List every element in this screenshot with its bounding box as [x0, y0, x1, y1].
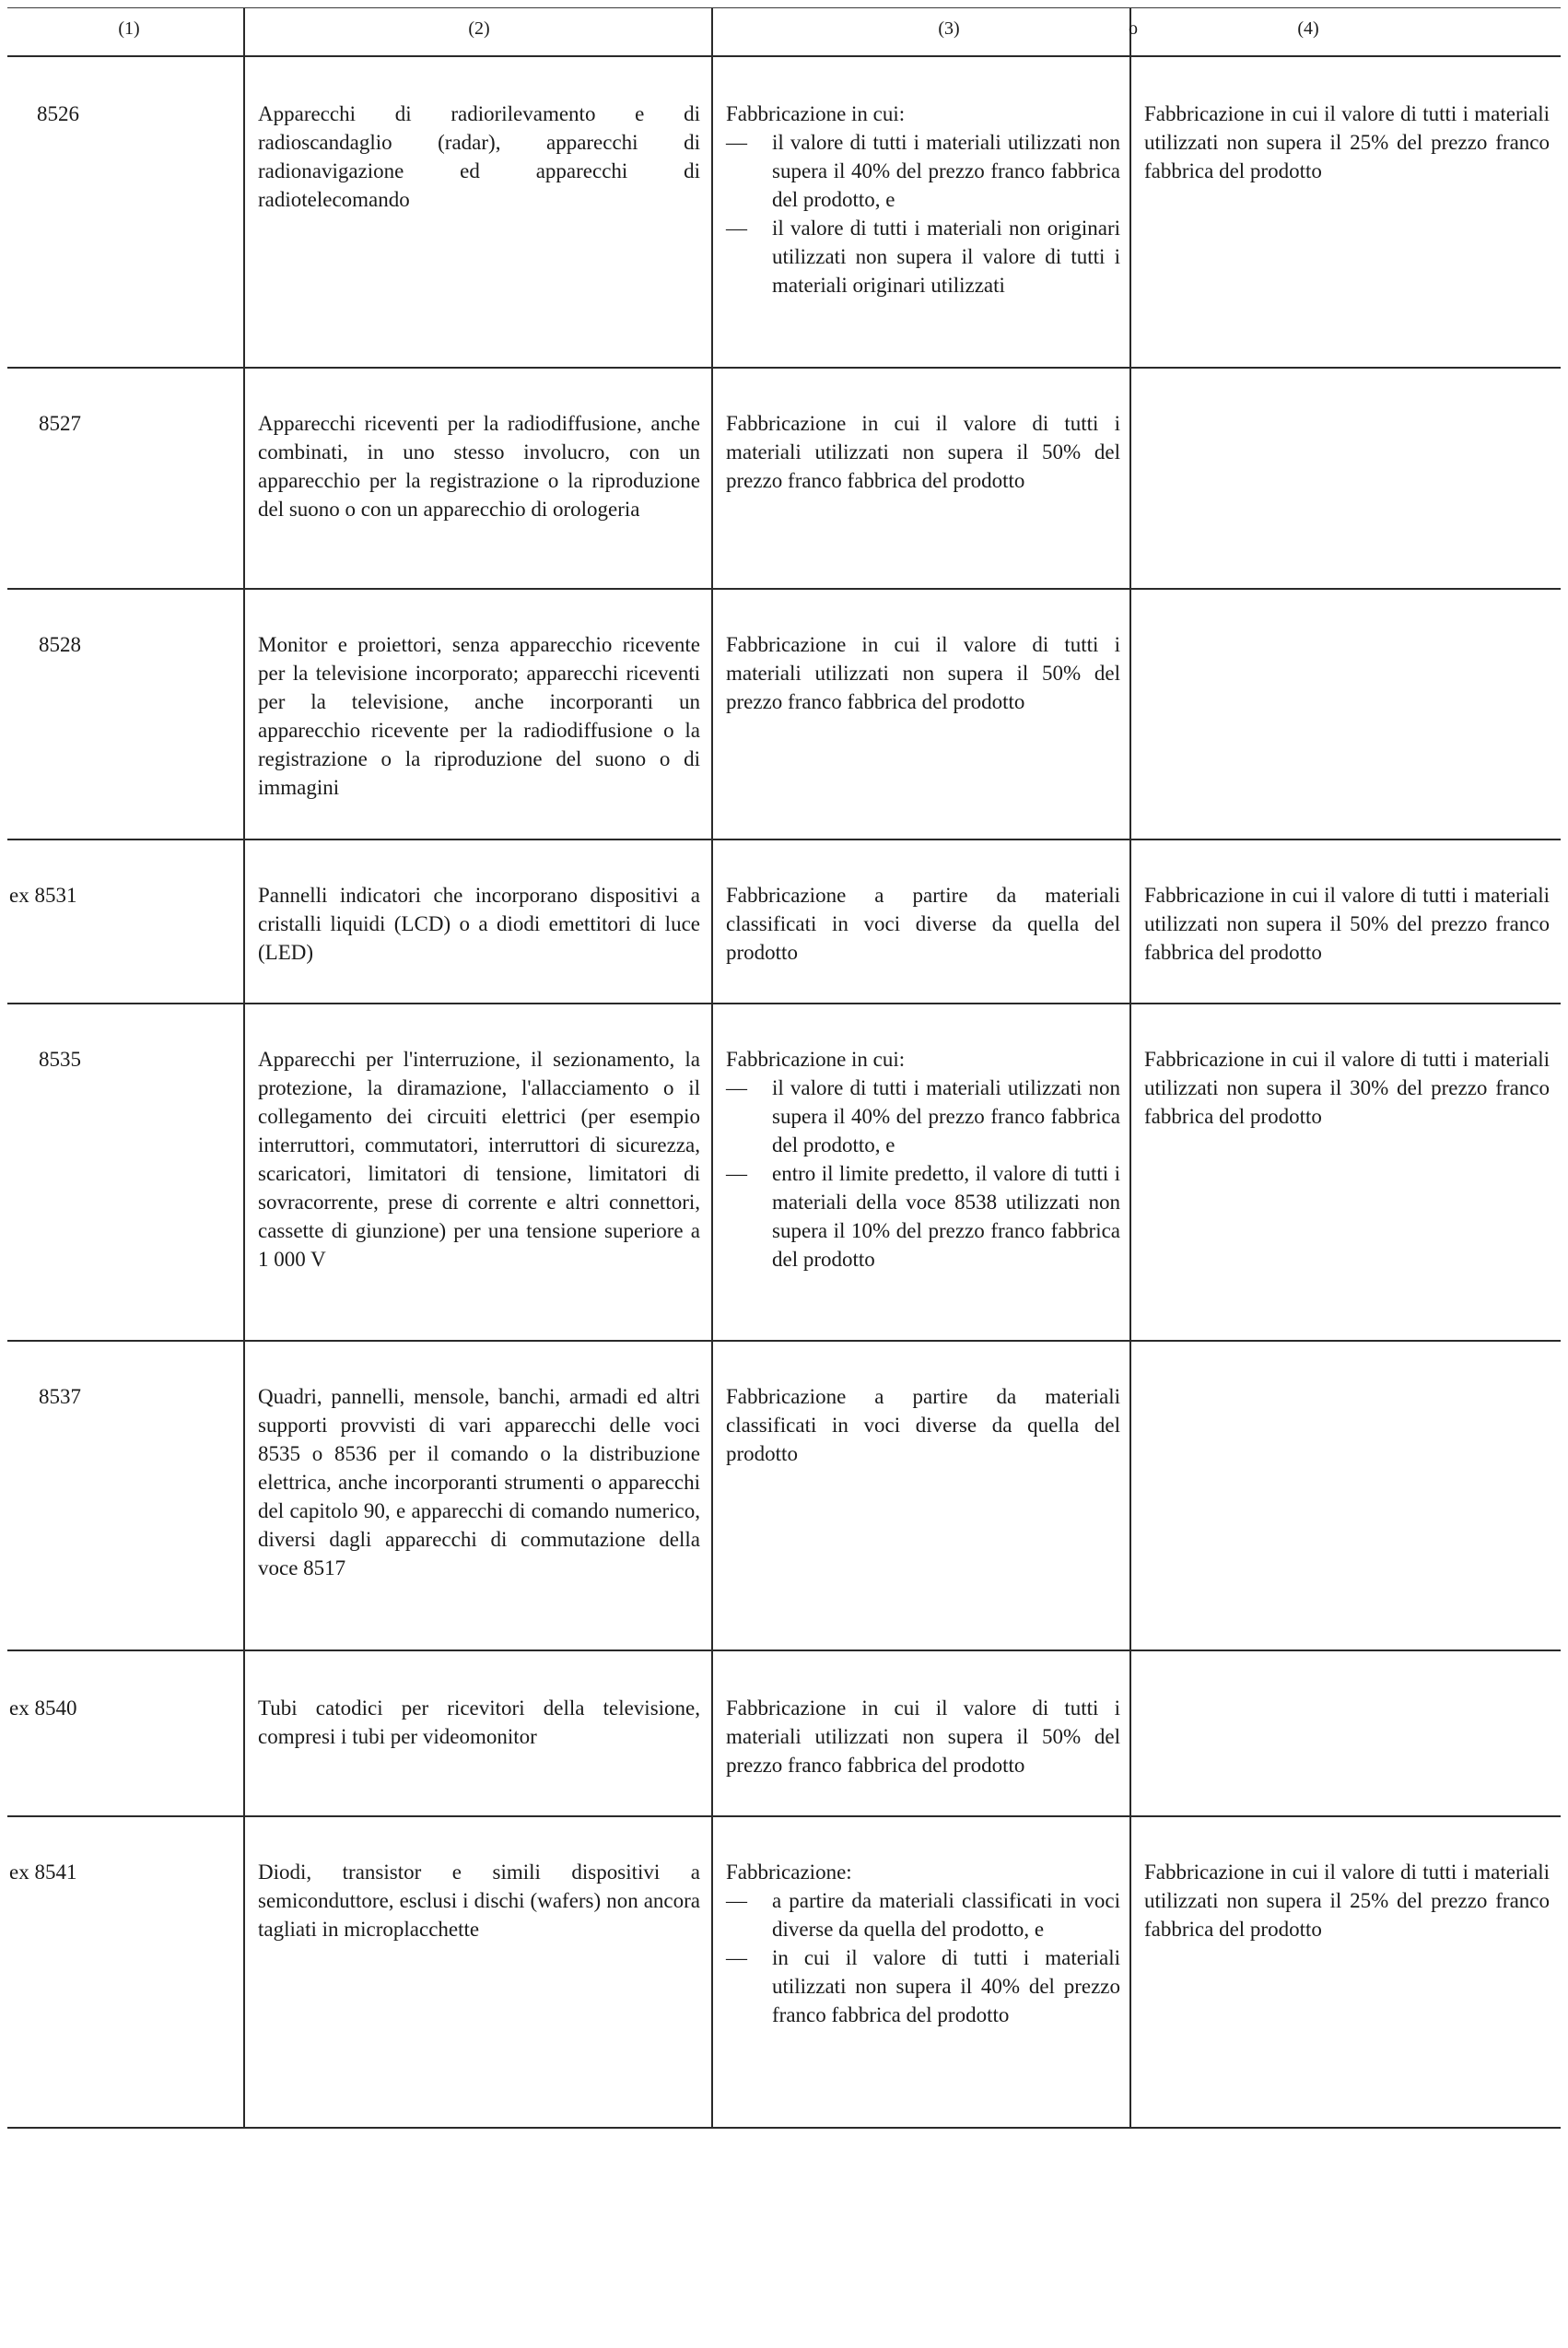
row-separator [7, 1815, 1561, 1817]
row-rule-col4: Fabbricazione in cui il valore di tutti i materiali utilizzati non supera il 25% del prezzo franco fabbrica del prodotto [1144, 102, 1550, 182]
row-rule-col3 [726, 1045, 1120, 1274]
rule-item: — il valore di tutti i materiali utilizzati non supera il 40% del prezzo franco fabbrica del prodotto, e [726, 128, 1120, 214]
rule-intro: Fabbricazione: [726, 1861, 852, 1884]
row-description: Apparecchi di radiorilevamento e di radioscandaglio (radar), apparecchi di radionavigazione ed apparecchi di radiotelecomando [258, 102, 700, 211]
rule-intro: Fabbricazione a partire da materiali classificati in voci diverse da quella del prodotto [726, 884, 1120, 964]
row-rule-col3 [726, 409, 1120, 495]
row-description: Quadri, pannelli, mensole, banchi, armadi ed altri supporti provvisti di vari apparecchi delle voci 8535 o 8536 per il comando o la distribuzione elettrica, anche incorporanti strumenti o apparecchi del capitolo 90, e apparecchi di comando numerico, diversi dagli apparecchi di commutazione della voce 8517 [258, 1385, 700, 1579]
header-col2: (2) [468, 18, 490, 39]
row-code: ex 8540 [9, 1696, 77, 1720]
row-rule-col4: Fabbricazione in cui il valore di tutti i materiali utilizzati non supera il 25% del prezzo franco fabbrica del prodotto [1144, 1861, 1550, 1941]
row-description: Apparecchi per l'interruzione, il sezionamento, la protezione, la diramazione, l'allacciamento o il collegamento dei circuiti elettrici (per esempio interruttori, commutatori, interruttori di sicurezza, scaricatori, limitatori di tensione, limitatori di sovracorrente, prese di corrente e altri connettori, cassette di giunzione) per una tensione superiore a 1 000 V [258, 1048, 700, 1271]
rule-intro: Fabbricazione in cui il valore di tutti i materiali utilizzati non supera il 50% del prezzo franco fabbrica del prodotto [726, 1696, 1120, 1777]
table-bottom-rule [7, 2127, 1561, 2129]
row-rule-col3 [726, 881, 1120, 967]
row-code: 8535 [39, 1048, 81, 1071]
row-separator [7, 1003, 1561, 1004]
rule-intro: Fabbricazione in cui il valore di tutti i materiali utilizzati non supera il 50% del prezzo franco fabbrica del prodotto [726, 412, 1120, 492]
column-rule-3 [1129, 7, 1131, 2129]
column-rule-1 [243, 7, 245, 2129]
rule-intro: Fabbricazione a partire da materiali classificati in voci diverse da quella del prodotto [726, 1385, 1120, 1465]
row-code: 8537 [39, 1385, 81, 1408]
rule-item: — il valore di tutti i materiali non originari utilizzati non supera il valore di tutti i materiali originari utilizzati [726, 214, 1120, 299]
rule-item: — in cui il valore di tutti i materiali utilizzati non supera il 40% del prezzo franco fabbrica del prodotto [726, 1943, 1120, 2029]
row-code: 8526 [37, 102, 79, 125]
row-description: Pannelli indicatori che incorporano dispositivi a cristalli liquidi (LCD) o a diodi emettitori di luce (LED) [258, 884, 700, 964]
rule-intro: Fabbricazione in cui: [726, 102, 906, 125]
row-separator [7, 367, 1561, 369]
row-separator [7, 839, 1561, 840]
row-separator [7, 1340, 1561, 1342]
rule-item: — entro il limite predetto, il valore di tutti i materiali della voce 8538 utilizzati non supera il 10% del prezzo franco fabbrica del prodotto [726, 1159, 1120, 1274]
row-code: ex 8541 [9, 1861, 77, 1884]
row-rule-col4: Fabbricazione in cui il valore di tutti i materiali utilizzati non supera il 30% del prezzo franco fabbrica del prodotto [1144, 1048, 1550, 1128]
rule-item: — a partire da materiali classificati in voci diverse da quella del prodotto, e [726, 1886, 1120, 1943]
table-top-rule [7, 7, 1561, 8]
rule-item: — il valore di tutti i materiali utilizzati non supera il 40% del prezzo franco fabbrica del prodotto, e [726, 1074, 1120, 1159]
row-description: Monitor e proiettori, senza apparecchio ricevente per la televisione incorporato; apparecchi riceventi per la televisione, anche incorporanti un apparecchio ricevente per la radiodiffusione o la registrazione o la riproduzione del suono o di immagini [258, 633, 700, 799]
row-rule-col3 [726, 630, 1120, 716]
row-description: Tubi catodici per ricevitori della televisione, compresi i tubi per videomonitor [258, 1696, 700, 1748]
row-description: Apparecchi riceventi per la radiodiffusione, anche combinati, in uno stesso involucro, con un apparecchio per la registrazione o la riproduzione del suono o con un apparecchio di orologeria [258, 412, 700, 521]
row-code: 8528 [39, 633, 81, 656]
rule-intro: Fabbricazione in cui: [726, 1048, 906, 1071]
row-rule-col3 [726, 1694, 1120, 1779]
rule-intro: Fabbricazione in cui il valore di tutti i materiali utilizzati non supera il 50% del prezzo franco fabbrica del prodotto [726, 633, 1120, 713]
column-rule-2 [711, 7, 713, 2129]
row-separator [7, 1649, 1561, 1651]
header-col1: (1) [118, 18, 140, 39]
header-or: o [1129, 18, 1138, 39]
header-col3: (3) [938, 18, 960, 39]
row-rule-col3 [726, 1858, 1120, 2029]
row-separator [7, 588, 1561, 590]
header-col4: (4) [1297, 18, 1319, 39]
header-bottom-rule [7, 55, 1561, 57]
row-code: ex 8531 [9, 884, 77, 907]
row-rule-col3 [726, 100, 1120, 299]
row-rule-col4: Fabbricazione in cui il valore di tutti i materiali utilizzati non supera il 50% del prezzo franco fabbrica del prodotto [1144, 884, 1550, 964]
row-description: Diodi, transistor e simili dispositivi a semiconduttore, esclusi i dischi (wafers) non ancora tagliati in microplacchette [258, 1861, 700, 1941]
row-rule-col3 [726, 1382, 1120, 1468]
row-code: 8527 [39, 412, 81, 435]
